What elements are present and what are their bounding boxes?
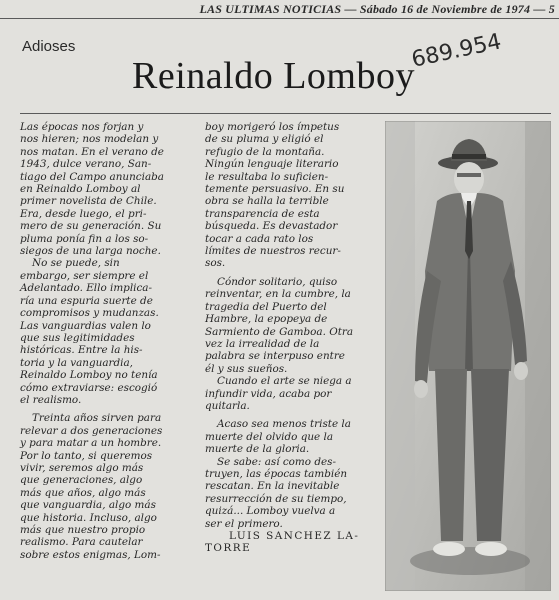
text-line: que historia. Incluso, algo (20, 511, 157, 524)
text-line: infundir vida, acaba por (205, 387, 332, 400)
text-line: tiago del Campo anunciaba (20, 170, 164, 183)
text-line: y para matar a un hombre. (20, 437, 162, 450)
text-line: ría una espuria suerte de (20, 294, 153, 307)
author-signature: LUIS SANCHEZ LA- (229, 530, 360, 542)
text-line: siegos de una larga noche. (20, 245, 161, 258)
text-line: Treinta años sirven para (32, 412, 162, 425)
masthead: LAS ULTIMAS NOTICIAS — Sábado 16 de Noviembre de 1974 — 5 (199, 2, 555, 16)
text-line: obra se halla la terrible (205, 195, 329, 208)
text-line: Las épocas nos forjan y (20, 121, 144, 133)
text-line: que vanguardia, algo más (20, 499, 156, 512)
text-line: relevar a dos generaciones (20, 424, 163, 437)
text-line: refugio de la montaña. (205, 145, 325, 158)
headline: Reinaldo Lomboy (132, 55, 415, 97)
headline-rule (20, 113, 551, 114)
author-signature: TORRE (205, 542, 252, 555)
text-line: de su pluma y eligió el (205, 133, 324, 146)
text-line: embargo, ser siempre el (20, 269, 149, 282)
text-line: quizá... Lomboy vuelva a (205, 505, 336, 518)
masthead-rule (0, 18, 559, 19)
text-line: Reinaldo Lomboy no tenía (20, 369, 158, 382)
text-line: 1943, dulce verano, San- (20, 158, 152, 171)
text-line: tragedia del Puerto del (205, 300, 327, 313)
article-column-1 (20, 121, 182, 561)
text-line: más que nuestro propio (20, 524, 146, 536)
text-line: temente persuasivo. En su (205, 183, 345, 196)
text-line: Se sabe: así como des- (217, 455, 336, 468)
text-line: tocar a cada rato los (205, 232, 314, 245)
text-line: que generaciones, algo (20, 474, 143, 487)
text-line: que sus legitimidades (20, 331, 135, 344)
text-line: sos. (205, 257, 226, 270)
text-line: Acaso sea menos triste la (217, 418, 351, 431)
text-line: cómo extraviarse: escogió (20, 381, 158, 394)
text-line: Las vanguardias valen lo (20, 319, 151, 332)
text-line: primer novelista de Chile. (20, 195, 157, 208)
text-line: reinventar, en la cumbre, la (205, 288, 351, 301)
text-line: Era, desde luego, el pri- (20, 207, 147, 220)
text-line: nos hieren; nos modelan y (20, 133, 159, 146)
text-line: él y sus sueños. (205, 362, 288, 375)
text-line: límites de nuestros recur- (205, 245, 341, 258)
text-line: realismo. Para cautelar (20, 536, 143, 549)
text-line: en Reinaldo Lomboy al (20, 183, 141, 196)
text-line: Sarmiento de Gamboa. Otra (205, 325, 354, 338)
text-line: nos matan. En el verano de (20, 145, 164, 158)
text-line: quitarla. (205, 399, 250, 412)
text-line: ser el primero. (205, 517, 283, 530)
handwritten-note: 689.954 (409, 29, 504, 73)
text-line: palabra se interpuso entre (205, 350, 345, 363)
text-line: vez la irrealidad de la (205, 337, 320, 350)
text-line: toria y la vanguardia, (20, 356, 133, 369)
text-line: vivir, seremos algo más (20, 461, 144, 474)
text-line: No se puede, sin (32, 257, 120, 270)
section-label: Adioses (22, 38, 76, 55)
text-line: Adelantado. Ello implica- (20, 282, 153, 295)
text-line: muerte del olvido que la (205, 430, 334, 443)
text-line: búsqueda. Es devastador (205, 220, 338, 233)
text-line: le resultaba lo suficien- (205, 170, 329, 183)
text-line: truyen, las épocas también (205, 467, 348, 480)
text-line: Por lo tanto, si queremos (20, 449, 153, 462)
text-line: sobre estos enigmas, Lom- (20, 548, 161, 561)
text-line: resurrección de su tiempo, (205, 492, 347, 505)
article-column-2 (205, 121, 367, 555)
portrait-illustration (385, 121, 551, 591)
text-line: boy morigeró los ímpetus (205, 121, 340, 133)
text-line: mero de su generación. Su (20, 220, 162, 233)
text-line: compromisos y mudanzas. (20, 307, 159, 320)
text-line: Cuando el arte se niega a (217, 375, 352, 388)
text-line: más que años, algo más (20, 486, 146, 499)
text-line: pluma ponía fin a los so- (20, 232, 149, 245)
text-line: históricas. Entre la his- (20, 344, 143, 357)
text-line: rescatan. En la inevitable (205, 480, 340, 493)
text-line: Hambre, la epopeya de (205, 313, 328, 326)
text-line: muerte de la gloria. (205, 443, 310, 456)
text-line: Cóndor solitario, quiso (217, 275, 338, 288)
text-line: Ningún lenguaje literario (205, 158, 339, 171)
text-line: el realismo. (20, 393, 82, 406)
text-line: transparencia de esta (205, 207, 320, 220)
portrait-photo (385, 121, 551, 591)
